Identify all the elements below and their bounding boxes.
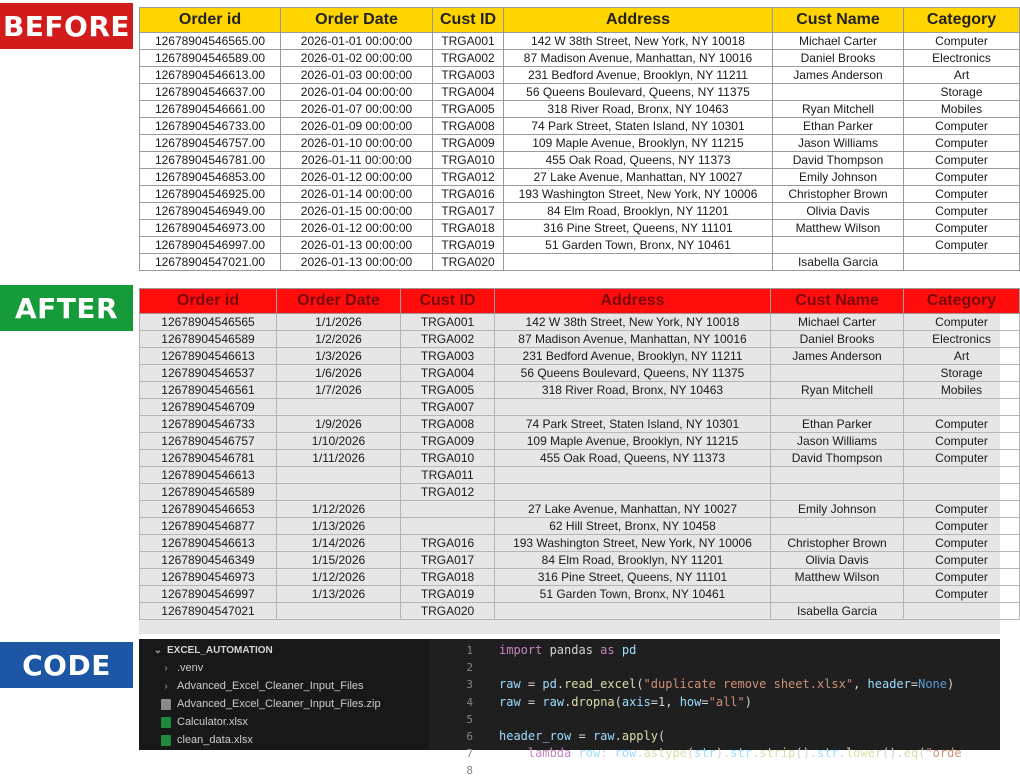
cell-address[interactable]: 51 Garden Town, Bronx, NY 10461 xyxy=(495,586,771,603)
cell-cust-id[interactable] xyxy=(401,501,495,518)
explorer-item-input-files-zip[interactable] xyxy=(161,695,381,713)
cell-order-date[interactable]: 1/1/2026 xyxy=(277,314,401,331)
column-header-order-id[interactable]: Order id xyxy=(140,8,281,33)
cell-category[interactable]: Computer xyxy=(904,501,1020,518)
excel-file-icon xyxy=(161,735,171,746)
cell-address[interactable]: 193 Washington Street, New York, NY 10006 xyxy=(504,186,773,203)
cell-category[interactable]: Mobiles xyxy=(904,382,1020,399)
table-row xyxy=(140,203,1020,220)
cell-order-date[interactable]: 2026-01-12 00:00:00 xyxy=(281,220,433,237)
zip-file-icon xyxy=(161,699,171,710)
cell-category[interactable]: Computer xyxy=(904,535,1020,552)
cell-order-id[interactable]: 12678904546565.00 xyxy=(140,33,281,50)
cell-order-date[interactable]: 2026-01-03 00:00:00 xyxy=(281,67,433,84)
column-header-order-date[interactable]: Order Date xyxy=(277,289,401,314)
table-row xyxy=(140,416,1020,433)
table-row xyxy=(140,501,1020,518)
table-row xyxy=(140,348,1020,365)
cell-address[interactable] xyxy=(495,603,771,620)
cell-order-id[interactable]: 12678904546537 xyxy=(140,365,277,382)
cell-cust-id[interactable]: TRGA017 xyxy=(433,203,504,220)
cell-category[interactable]: Storage xyxy=(904,365,1020,382)
cell-cust-name[interactable]: Olivia Davis xyxy=(773,203,904,220)
line-number: 2 xyxy=(466,661,473,675)
column-header-category[interactable]: Category xyxy=(904,8,1020,33)
cell-order-date[interactable]: 2026-01-11 00:00:00 xyxy=(281,152,433,169)
cell-order-date[interactable]: 1/13/2026 xyxy=(277,518,401,535)
cell-category[interactable]: Computer xyxy=(904,433,1020,450)
explorer-item-venv[interactable] xyxy=(161,659,203,677)
cell-cust-name[interactable]: Ryan Mitchell xyxy=(773,101,904,118)
cell-cust-id[interactable]: TRGA004 xyxy=(433,84,504,101)
cell-cust-name[interactable] xyxy=(771,484,904,501)
cell-address[interactable]: 318 River Road, Bronx, NY 10463 xyxy=(495,382,771,399)
cell-order-date[interactable]: 2026-01-13 00:00:00 xyxy=(281,254,433,271)
cell-cust-name[interactable]: Jason Williams xyxy=(773,135,904,152)
cell-cust-id[interactable]: TRGA018 xyxy=(433,220,504,237)
cell-order-id[interactable]: 12678904546589.00 xyxy=(140,50,281,67)
cell-cust-name[interactable] xyxy=(773,237,904,254)
cell-order-id[interactable]: 12678904546973.00 xyxy=(140,220,281,237)
table-row xyxy=(140,314,1020,331)
cell-order-date[interactable]: 1/12/2026 xyxy=(277,501,401,518)
cell-cust-id[interactable]: TRGA009 xyxy=(401,433,495,450)
cell-address[interactable] xyxy=(495,399,771,416)
cell-cust-name[interactable]: Daniel Brooks xyxy=(771,331,904,348)
explorer-item-label: .venv xyxy=(177,662,204,674)
cell-order-date[interactable]: 2026-01-14 00:00:00 xyxy=(281,186,433,203)
column-header-order-date[interactable]: Order Date xyxy=(281,8,433,33)
line-number: 7 xyxy=(466,747,473,761)
cell-category[interactable]: Computer xyxy=(904,237,1020,254)
cell-cust-id[interactable]: TRGA020 xyxy=(401,603,495,620)
cell-order-id[interactable]: 12678904546733 xyxy=(140,416,277,433)
table-row xyxy=(140,450,1020,467)
line-number: 1 xyxy=(466,644,473,657)
cell-category[interactable]: Computer xyxy=(904,152,1020,169)
before-label: BEFORE xyxy=(0,3,133,49)
cell-cust-name[interactable]: Christopher Brown xyxy=(773,186,904,203)
cell-category[interactable] xyxy=(904,603,1020,620)
cell-cust-id[interactable]: TRGA011 xyxy=(401,467,495,484)
cell-category[interactable]: Mobiles xyxy=(904,101,1020,118)
cell-address[interactable]: 56 Queens Boulevard, Queens, NY 11375 xyxy=(504,84,773,101)
cell-address[interactable]: 74 Park Street, Staten Island, NY 10301 xyxy=(495,416,771,433)
cell-address[interactable]: 51 Garden Town, Bronx, NY 10461 xyxy=(504,237,773,254)
cell-category[interactable]: Computer xyxy=(904,135,1020,152)
table-row xyxy=(140,484,1020,501)
code-line[interactable]: raw = pd.read_excel("duplicate remove sheet.xlsx", header=None) xyxy=(499,677,955,692)
cell-category[interactable]: Computer xyxy=(904,552,1020,569)
cell-cust-id[interactable]: TRGA001 xyxy=(433,33,504,50)
table-row xyxy=(140,433,1020,450)
cell-order-id[interactable]: 12678904546613 xyxy=(140,535,277,552)
cell-order-date[interactable] xyxy=(277,484,401,501)
excel-file-icon xyxy=(161,717,171,728)
table-row xyxy=(140,535,1020,552)
cell-order-date[interactable]: 1/12/2026 xyxy=(277,569,401,586)
cell-cust-name[interactable]: Emily Johnson xyxy=(771,501,904,518)
cell-cust-name[interactable]: Michael Carter xyxy=(773,33,904,50)
cell-category[interactable]: Computer xyxy=(904,586,1020,603)
cell-cust-name[interactable]: Daniel Brooks xyxy=(773,50,904,67)
chevron-down-icon: ⌄ xyxy=(153,644,163,656)
code-line[interactable]: header_row = raw.apply( xyxy=(499,729,666,743)
explorer-root-label: EXCEL_AUTOMATION xyxy=(167,644,273,656)
cell-cust-id[interactable]: TRGA016 xyxy=(401,535,495,552)
cell-order-id[interactable]: 12678904546613 xyxy=(140,467,277,484)
column-header-order-id[interactable]: Order id xyxy=(140,289,277,314)
cell-address[interactable]: 142 W 38th Street, New York, NY 10018 xyxy=(495,314,771,331)
cell-order-id[interactable]: 12678904547021.00 xyxy=(140,254,281,271)
cell-cust-id[interactable]: TRGA004 xyxy=(401,365,495,382)
cell-address[interactable]: 84 Elm Road, Brooklyn, NY 11201 xyxy=(504,203,773,220)
cell-order-id[interactable]: 12678904546973 xyxy=(140,569,277,586)
cell-address[interactable] xyxy=(504,254,773,271)
table-row xyxy=(140,254,1020,271)
line-number: 8 xyxy=(466,764,473,778)
cell-order-id[interactable]: 12678904546757 xyxy=(140,433,277,450)
explorer-item-clean-data[interactable] xyxy=(161,731,253,749)
cell-category[interactable]: Storage xyxy=(904,84,1020,101)
cell-order-date[interactable]: 2026-01-02 00:00:00 xyxy=(281,50,433,67)
table-row xyxy=(140,518,1020,535)
cell-cust-id[interactable]: TRGA019 xyxy=(433,237,504,254)
table-row xyxy=(140,169,1020,186)
cell-order-id[interactable]: 12678904546997 xyxy=(140,586,277,603)
table-row xyxy=(140,101,1020,118)
cell-cust-name[interactable]: David Thompson xyxy=(771,450,904,467)
cell-address[interactable]: 193 Washington Street, New York, NY 10006 xyxy=(495,535,771,552)
cell-order-date[interactable]: 1/7/2026 xyxy=(277,382,401,399)
table-row xyxy=(140,603,1020,620)
cell-order-date[interactable]: 2026-01-09 00:00:00 xyxy=(281,118,433,135)
cell-category[interactable]: Computer xyxy=(904,186,1020,203)
cell-order-date[interactable] xyxy=(277,399,401,416)
cell-order-date[interactable]: 2026-01-13 00:00:00 xyxy=(281,237,433,254)
code-editor[interactable] xyxy=(429,639,1000,778)
table-row xyxy=(140,33,1020,50)
cell-cust-name[interactable]: David Thompson xyxy=(773,152,904,169)
cell-cust-name[interactable]: Matthew Wilson xyxy=(771,569,904,586)
cell-order-id[interactable]: 12678904546997.00 xyxy=(140,237,281,254)
cell-order-date[interactable]: 1/2/2026 xyxy=(277,331,401,348)
cell-cust-name[interactable]: Isabella Garcia xyxy=(773,254,904,271)
code-line[interactable]: raw = raw.dropna(axis=1, how="all") xyxy=(499,694,752,709)
cell-order-id[interactable]: 12678904546589 xyxy=(140,484,277,501)
cell-address[interactable] xyxy=(495,484,771,501)
cell-category[interactable]: Computer xyxy=(904,220,1020,237)
table-row xyxy=(140,67,1020,84)
cell-category[interactable] xyxy=(904,254,1020,271)
cell-cust-id[interactable]: TRGA008 xyxy=(433,118,504,135)
cell-category[interactable]: Computer xyxy=(904,118,1020,135)
cell-order-id[interactable]: 12678904546589 xyxy=(140,331,277,348)
cell-cust-id[interactable]: TRGA020 xyxy=(433,254,504,271)
cell-order-date[interactable]: 2026-01-12 00:00:00 xyxy=(281,169,433,186)
explorer-item-label: Advanced_Excel_Cleaner_Input_Files.zip xyxy=(177,698,381,710)
cell-category[interactable]: Art xyxy=(904,348,1020,365)
cell-cust-name[interactable]: Olivia Davis xyxy=(771,552,904,569)
cell-cust-name[interactable] xyxy=(773,84,904,101)
cell-cust-id[interactable]: TRGA003 xyxy=(401,348,495,365)
cell-order-date[interactable]: 2026-01-10 00:00:00 xyxy=(281,135,433,152)
cell-order-date[interactable]: 2026-01-01 00:00:00 xyxy=(281,33,433,50)
cell-cust-id[interactable]: TRGA002 xyxy=(433,50,504,67)
cell-cust-id[interactable]: TRGA005 xyxy=(433,101,504,118)
table-row xyxy=(140,135,1020,152)
table-row xyxy=(140,552,1020,569)
cell-cust-id[interactable]: TRGA010 xyxy=(433,152,504,169)
cell-order-id[interactable]: 12678904546733.00 xyxy=(140,118,281,135)
cell-cust-name[interactable]: Ethan Parker xyxy=(773,118,904,135)
cell-cust-name[interactable] xyxy=(771,586,904,603)
column-header-cust-id[interactable]: Cust ID xyxy=(433,8,504,33)
cell-category[interactable]: Electronics xyxy=(904,50,1020,67)
cell-cust-name[interactable]: Christopher Brown xyxy=(771,535,904,552)
cell-cust-id[interactable]: TRGA001 xyxy=(401,314,495,331)
cell-address[interactable]: 231 Bedford Avenue, Brooklyn, NY 11211 xyxy=(495,348,771,365)
table-row xyxy=(140,220,1020,237)
explorer-item-calculator[interactable] xyxy=(161,713,248,731)
cell-order-id[interactable]: 12678904546709 xyxy=(140,399,277,416)
cell-address[interactable]: 27 Lake Avenue, Manhattan, NY 10027 xyxy=(495,501,771,518)
table-row xyxy=(140,382,1020,399)
explorer-item-label: Calculator.xlsx xyxy=(177,716,248,728)
table-row xyxy=(140,152,1020,169)
cell-order-date[interactable] xyxy=(277,603,401,620)
cell-cust-name[interactable]: Jason Williams xyxy=(771,433,904,450)
column-header-cust-name[interactable]: Cust Name xyxy=(771,289,904,314)
line-number: 5 xyxy=(466,712,473,726)
code-line[interactable]: lambda row: row.astype(str).str.strip().str.lower().eq("orde xyxy=(527,746,962,761)
cell-cust-id[interactable] xyxy=(401,518,495,535)
table-row xyxy=(140,586,1020,603)
column-header-cust-id[interactable]: Cust ID xyxy=(401,289,495,314)
table-row xyxy=(140,365,1020,382)
cell-address[interactable]: 27 Lake Avenue, Manhattan, NY 10027 xyxy=(504,169,773,186)
cell-address[interactable]: 84 Elm Road, Brooklyn, NY 11201 xyxy=(495,552,771,569)
code-label: CODE xyxy=(0,642,133,688)
cell-cust-name[interactable]: James Anderson xyxy=(773,67,904,84)
cell-category[interactable] xyxy=(904,484,1020,501)
cell-cust-id[interactable]: TRGA008 xyxy=(401,416,495,433)
cell-order-date[interactable]: 1/3/2026 xyxy=(277,348,401,365)
cell-order-date[interactable]: 2026-01-07 00:00:00 xyxy=(281,101,433,118)
cell-cust-id[interactable]: TRGA003 xyxy=(433,67,504,84)
cell-cust-id[interactable]: TRGA007 xyxy=(401,399,495,416)
explorer-root-folder[interactable] xyxy=(153,641,273,659)
cell-order-date[interactable]: 1/9/2026 xyxy=(277,416,401,433)
cell-cust-id[interactable]: TRGA017 xyxy=(401,552,495,569)
cell-order-id[interactable]: 12678904546877 xyxy=(140,518,277,535)
cell-order-id[interactable]: 12678904546613 xyxy=(140,348,277,365)
cell-cust-name[interactable]: Michael Carter xyxy=(771,314,904,331)
cell-address[interactable]: 316 Pine Street, Queens, NY 11101 xyxy=(495,569,771,586)
cell-address[interactable]: 87 Madison Avenue, Manhattan, NY 10016 xyxy=(504,50,773,67)
column-header-cust-name[interactable]: Cust Name xyxy=(773,8,904,33)
cell-order-date[interactable]: 2026-01-15 00:00:00 xyxy=(281,203,433,220)
cell-order-date[interactable]: 1/10/2026 xyxy=(277,433,401,450)
cell-address[interactable]: 74 Park Street, Staten Island, NY 10301 xyxy=(504,118,773,135)
file-explorer xyxy=(139,639,429,750)
cell-cust-id[interactable]: TRGA012 xyxy=(433,169,504,186)
cell-cust-name[interactable]: Emily Johnson xyxy=(773,169,904,186)
cell-category[interactable] xyxy=(904,399,1020,416)
cell-cust-name[interactable]: Isabella Garcia xyxy=(771,603,904,620)
chevron-right-icon: › xyxy=(164,662,168,674)
cell-cust-name[interactable] xyxy=(771,399,904,416)
cell-order-id[interactable]: 12678904546853.00 xyxy=(140,169,281,186)
column-header-address[interactable]: Address xyxy=(495,289,771,314)
cell-order-date[interactable]: 1/15/2026 xyxy=(277,552,401,569)
cell-order-date[interactable]: 1/13/2026 xyxy=(277,586,401,603)
cell-order-id[interactable]: 12678904546637.00 xyxy=(140,84,281,101)
cell-address[interactable]: 62 Hill Street, Bronx, NY 10458 xyxy=(495,518,771,535)
vscode-window xyxy=(139,639,1000,778)
cell-order-id[interactable]: 12678904546925.00 xyxy=(140,186,281,203)
cell-cust-name[interactable] xyxy=(771,365,904,382)
cell-address[interactable] xyxy=(495,467,771,484)
cell-cust-id[interactable]: TRGA010 xyxy=(401,450,495,467)
explorer-item-label: Advanced_Excel_Cleaner_Input_Files xyxy=(177,680,364,692)
cell-order-id[interactable]: 12678904546613.00 xyxy=(140,67,281,84)
cell-order-id[interactable]: 12678904547021 xyxy=(140,603,277,620)
cell-category[interactable]: Computer xyxy=(904,169,1020,186)
table-row xyxy=(140,331,1020,348)
cell-order-id[interactable]: 12678904546565 xyxy=(140,314,277,331)
cell-category[interactable]: Computer xyxy=(904,203,1020,220)
cell-cust-name[interactable]: Matthew Wilson xyxy=(773,220,904,237)
cell-order-id[interactable]: 12678904546349 xyxy=(140,552,277,569)
cell-address[interactable]: 109 Maple Avenue, Brooklyn, NY 11215 xyxy=(504,135,773,152)
cell-order-id[interactable]: 12678904546653 xyxy=(140,501,277,518)
cell-cust-name[interactable]: Ethan Parker xyxy=(771,416,904,433)
table-row xyxy=(140,84,1020,101)
cell-order-id[interactable]: 12678904546757.00 xyxy=(140,135,281,152)
cell-order-date[interactable]: 2026-01-04 00:00:00 xyxy=(281,84,433,101)
table-row xyxy=(140,399,1020,416)
cell-cust-id[interactable]: TRGA016 xyxy=(433,186,504,203)
cell-cust-name[interactable] xyxy=(771,518,904,535)
cell-cust-name[interactable]: James Anderson xyxy=(771,348,904,365)
cell-cust-name[interactable]: Ryan Mitchell xyxy=(771,382,904,399)
cell-order-id[interactable]: 12678904546949.00 xyxy=(140,203,281,220)
cell-order-date[interactable]: 1/6/2026 xyxy=(277,365,401,382)
explorer-item-input-files-folder[interactable] xyxy=(161,677,364,695)
before-spreadsheet xyxy=(139,7,1000,277)
cell-cust-id[interactable]: TRGA012 xyxy=(401,484,495,501)
cell-category[interactable]: Computer xyxy=(904,314,1020,331)
cell-cust-id[interactable]: TRGA002 xyxy=(401,331,495,348)
line-number: 3 xyxy=(466,678,473,692)
after-spreadsheet xyxy=(139,288,1000,634)
column-header-address[interactable]: Address xyxy=(504,8,773,33)
cell-order-id[interactable]: 12678904546561 xyxy=(140,382,277,399)
cell-cust-id[interactable]: TRGA018 xyxy=(401,569,495,586)
cell-address[interactable]: 109 Maple Avenue, Brooklyn, NY 11215 xyxy=(495,433,771,450)
table-row xyxy=(140,467,1020,484)
cell-category[interactable]: Computer xyxy=(904,416,1020,433)
cell-category[interactable]: Computer xyxy=(904,569,1020,586)
cell-order-id[interactable]: 12678904546781 xyxy=(140,450,277,467)
cell-cust-name[interactable] xyxy=(771,467,904,484)
cell-order-id[interactable]: 12678904546661.00 xyxy=(140,101,281,118)
cell-order-date[interactable]: 1/14/2026 xyxy=(277,535,401,552)
cell-category[interactable] xyxy=(904,467,1020,484)
chevron-right-icon: › xyxy=(164,680,168,692)
table-row xyxy=(140,186,1020,203)
cell-order-date[interactable]: 1/11/2026 xyxy=(277,450,401,467)
after-label: AFTER xyxy=(0,285,133,331)
explorer-item-label: clean_data.xlsx xyxy=(177,734,253,746)
table-row xyxy=(140,237,1020,254)
cell-address[interactable]: 56 Queens Boulevard, Queens, NY 11375 xyxy=(495,365,771,382)
code-line[interactable]: import pandas as pd xyxy=(499,643,637,657)
cell-cust-id[interactable]: TRGA019 xyxy=(401,586,495,603)
cell-address[interactable]: 316 Pine Street, Queens, NY 11101 xyxy=(504,220,773,237)
cell-address[interactable]: 455 Oak Road, Queens, NY 11373 xyxy=(504,152,773,169)
cell-category[interactable]: Electronics xyxy=(904,331,1020,348)
cell-order-date[interactable] xyxy=(277,467,401,484)
line-number: 4 xyxy=(466,695,473,709)
cell-category[interactable]: Computer xyxy=(904,450,1020,467)
table-row xyxy=(140,50,1020,67)
cell-address[interactable]: 318 River Road, Bronx, NY 10463 xyxy=(504,101,773,118)
table-row xyxy=(140,569,1020,586)
column-header-category[interactable]: Category xyxy=(904,289,1020,314)
cell-order-id[interactable]: 12678904546781.00 xyxy=(140,152,281,169)
cell-category[interactable]: Computer xyxy=(904,33,1020,50)
cell-category[interactable]: Computer xyxy=(904,518,1020,535)
cell-address[interactable]: 455 Oak Road, Queens, NY 11373 xyxy=(495,450,771,467)
cell-category[interactable]: Art xyxy=(904,67,1020,84)
cell-address[interactable]: 231 Bedford Avenue, Brooklyn, NY 11211 xyxy=(504,67,773,84)
cell-cust-id[interactable]: TRGA005 xyxy=(401,382,495,399)
cell-cust-id[interactable]: TRGA009 xyxy=(433,135,504,152)
cell-address[interactable]: 87 Madison Avenue, Manhattan, NY 10016 xyxy=(495,331,771,348)
cell-address[interactable]: 142 W 38th Street, New York, NY 10018 xyxy=(504,33,773,50)
line-number: 6 xyxy=(466,730,473,743)
table-row xyxy=(140,118,1020,135)
